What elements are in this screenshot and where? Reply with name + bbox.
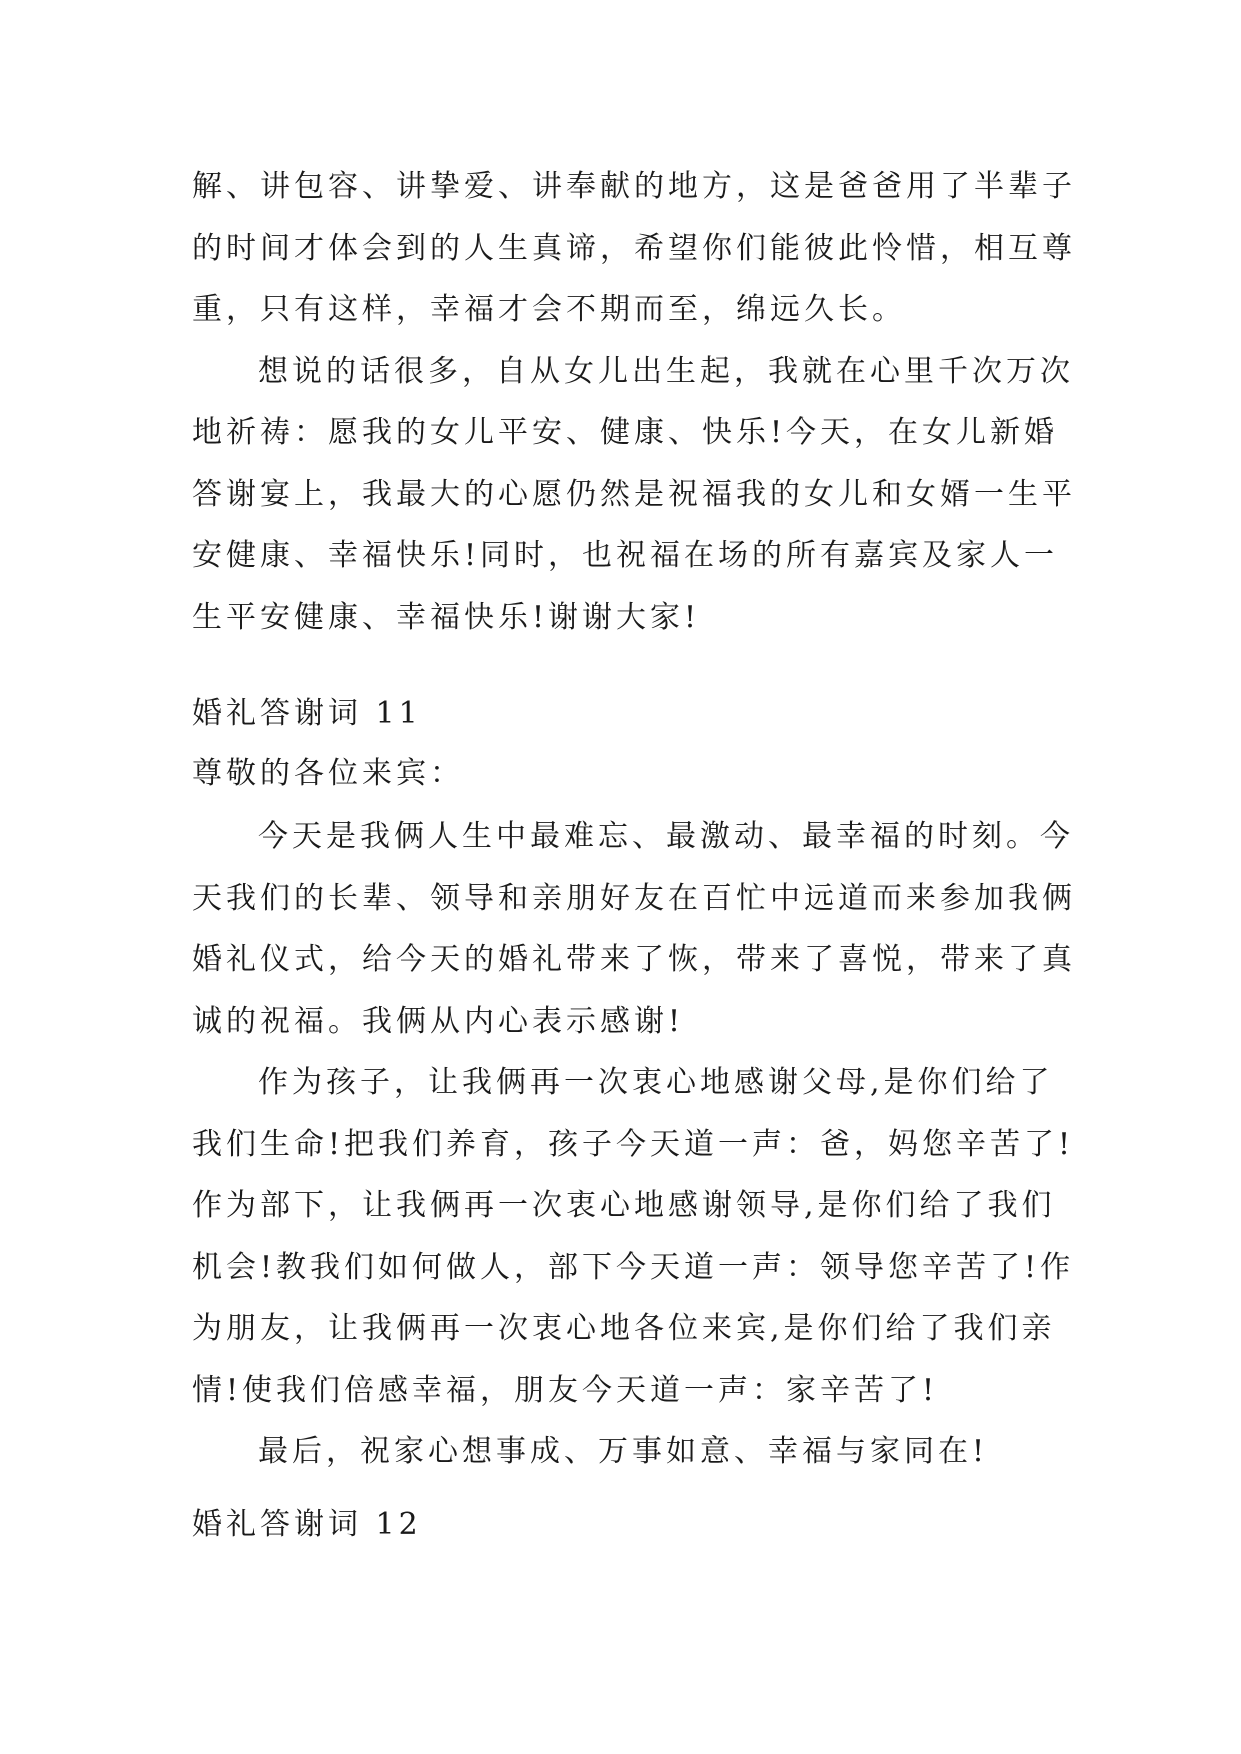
paragraph-line: 安健康、幸福快乐!同时，也祝福在场的所有嘉宾及家人一: [192, 538, 1059, 573]
section-title: 婚礼答谢词 12: [192, 1507, 422, 1542]
paragraph-line: 天我们的长辈、领导和亲朋好友在百忙中远道而来参加我俩: [192, 880, 1076, 916]
section-12: [192, 1497, 1072, 1553]
paragraph-line: 机会!教我们如何做人，部下今天道一声：领导您辛苦了!作: [192, 1249, 1075, 1285]
paragraph-line: 为朋友，让我俩再一次衷心地各位来宾,是你们给了我们亲: [192, 1311, 1056, 1346]
salutation: 尊敬的各位来宾：: [192, 756, 464, 791]
paragraph-line: 重，只有这样，幸福才会不期而至，绵远久长。: [192, 292, 906, 327]
section-title: 婚礼答谢词 11: [192, 696, 422, 731]
section-11: [192, 686, 1076, 1483]
paragraph-line: 想说的话很多，自从女儿出生起，我就在心里千次万次: [258, 353, 1074, 389]
paragraph-line: 情!使我们倍感幸福，朋友今天道一声：家辛苦了!: [192, 1372, 939, 1408]
paragraph-line: 作为部下，让我俩再一次衷心地感谢领导,是你们给了我们: [192, 1188, 1056, 1223]
paragraph-line: 解、讲包容、讲挚爱、讲奉献的地方，这是爸爸用了半辈子: [192, 169, 1076, 204]
paragraph-line: 今天是我俩人生中最难忘、最激动、最幸福的时刻。今: [258, 819, 1074, 854]
paragraph-line: 答谢宴上，我最大的心愿仍然是祝福我的女儿和女婿一生平: [192, 476, 1076, 512]
paragraph-line: 我们生命!把我们养育，孩子今天道一声：爸，妈您辛苦了!: [192, 1126, 1075, 1162]
paragraph-line: 地祈祷：愿我的女儿平安、健康、快乐!今天，在女儿新婚: [192, 415, 1059, 450]
continued-section: [192, 156, 1076, 648]
paragraph-line: 诚的祝福。我俩从内心表示感谢!: [192, 1003, 685, 1039]
paragraph-line: 作为孩子，让我俩再一次衷心地感谢父母,是你们给了: [258, 1065, 1054, 1100]
paragraph-line: 的时间才体会到的人生真谛，希望你们能彼此怜惜，相互尊: [192, 230, 1076, 266]
paragraph-line: 婚礼仪式，给今天的婚礼带来了恢，带来了喜悦，带来了真: [192, 942, 1076, 977]
paragraph-line: 最后，祝家心想事成、万事如意、幸福与家同在!: [258, 1434, 989, 1469]
paragraph-line: 生平安健康、幸福快乐!谢谢大家!: [192, 599, 701, 635]
